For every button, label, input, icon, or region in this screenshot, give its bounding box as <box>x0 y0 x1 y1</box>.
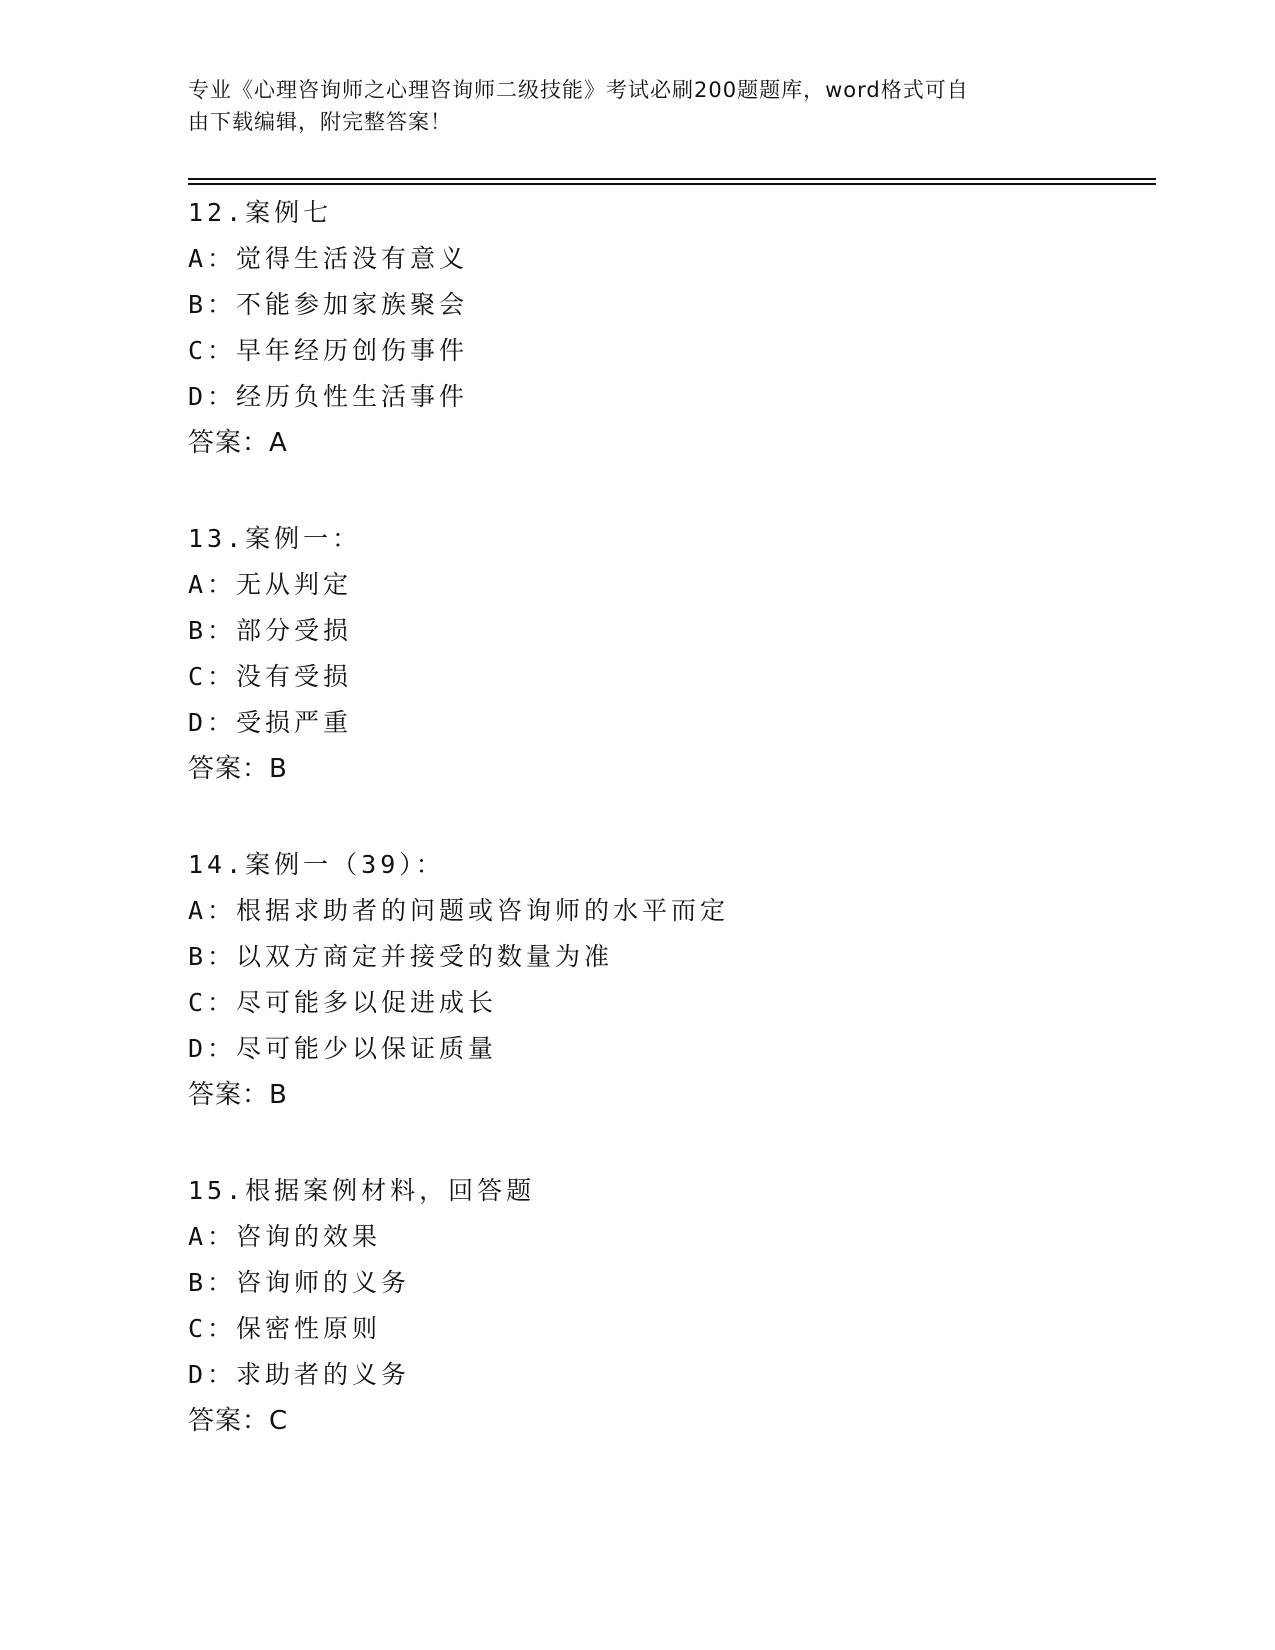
answer-line: 答案：C <box>188 1406 289 1436</box>
option-c: C：保密性原则 <box>188 1314 382 1343</box>
question-14 <box>188 842 1088 1118</box>
option-b: B：部分受损 <box>188 616 353 645</box>
question-stem: 13.案例一： <box>188 524 362 553</box>
option-c: C：没有受损 <box>188 662 353 691</box>
question-12 <box>188 190 1088 466</box>
option-c: C：尽可能多以促进成长 <box>188 988 498 1017</box>
answer-line: 答案：B <box>188 1080 288 1110</box>
option-a: A：无从判定 <box>188 570 353 599</box>
option-a: A：咨询的效果 <box>188 1222 382 1251</box>
question-stem: 12.案例七 <box>188 198 333 227</box>
header-divider-top <box>188 178 1156 180</box>
option-d: D：求助者的义务 <box>188 1360 411 1389</box>
header-divider-bottom <box>188 183 1156 185</box>
answer-line: 答案：B <box>188 754 288 784</box>
option-a: A：觉得生活没有意义 <box>188 244 469 273</box>
option-a: A：根据求助者的问题或咨询师的水平而定 <box>188 896 730 925</box>
option-d: D：受损严重 <box>188 708 353 737</box>
question-stem: 15.根据案例材料，回答题 <box>188 1176 536 1205</box>
option-b: B：咨询师的义务 <box>188 1268 411 1297</box>
option-d: D：经历负性生活事件 <box>188 382 469 411</box>
header-line-2: 由下载编辑，附完整答案！ <box>188 110 452 134</box>
option-c: C：早年经历创伤事件 <box>188 336 469 365</box>
question-stem: 14.案例一（39）： <box>188 850 445 879</box>
document-header <box>188 74 1068 138</box>
header-line-1: 专业《心理咨询师之心理咨询师二级技能》考试必刷200题题库，word格式可自 <box>188 78 969 102</box>
option-b: B：以双方商定并接受的数量为准 <box>188 942 614 971</box>
answer-line: 答案：A <box>188 428 288 458</box>
question-13 <box>188 516 1088 792</box>
option-b: B：不能参加家族聚会 <box>188 290 469 319</box>
question-list <box>188 190 1088 1494</box>
question-15 <box>188 1168 1088 1444</box>
option-d: D：尽可能少以保证质量 <box>188 1034 498 1063</box>
